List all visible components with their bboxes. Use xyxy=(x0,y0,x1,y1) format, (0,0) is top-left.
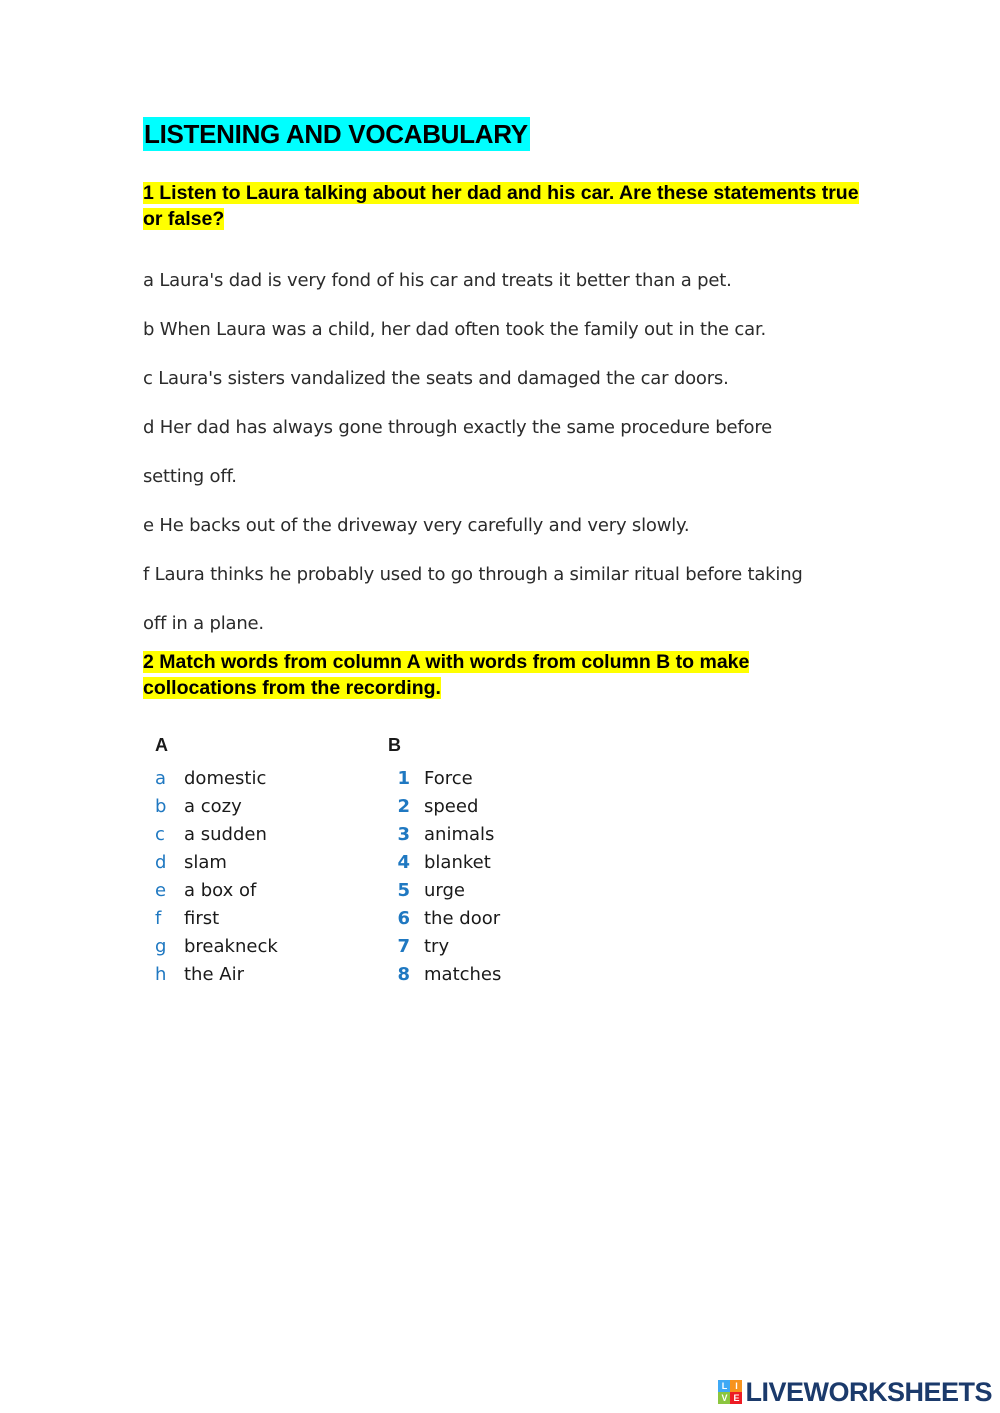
column-b-item xyxy=(388,821,501,849)
item-number: 1 xyxy=(397,768,410,789)
column-b-item xyxy=(388,933,501,961)
item-letter: a xyxy=(155,768,167,789)
statement-line: d Her dad has always gone through exactly the same procedure before xyxy=(143,417,772,438)
item-word: slam xyxy=(184,852,227,873)
statement-line: off in a plane. xyxy=(143,613,264,634)
column-a-item xyxy=(155,961,278,989)
exercise-2-instruction xyxy=(143,649,863,701)
column-a-item xyxy=(155,765,278,793)
item-word: try xyxy=(424,936,450,957)
column-b-item xyxy=(388,793,501,821)
item-word: breakneck xyxy=(184,936,278,957)
statement-line: b When Laura was a child, her dad often took the family out in the car. xyxy=(143,319,767,340)
logo-letter: E xyxy=(730,1392,742,1404)
statement-line: c Laura's sisters vandalized the seats and damaged the car doors. xyxy=(143,368,729,389)
item-word: the door xyxy=(424,908,501,929)
column-b-header: B xyxy=(388,735,401,755)
item-word: urge xyxy=(424,880,465,901)
item-letter: d xyxy=(155,852,167,873)
item-word: speed xyxy=(424,796,479,817)
item-number: 8 xyxy=(397,964,410,985)
logo-letter: V xyxy=(718,1392,730,1404)
statement-line: e He backs out of the driveway very carefully and very slowly. xyxy=(143,515,690,536)
liveworksheets-brand xyxy=(718,1377,992,1407)
column-a xyxy=(155,730,278,989)
item-word: blanket xyxy=(424,852,491,873)
exercise-1-instruction-text: 1 Listen to Laura talking about her dad and his car. Are these statements true or false? xyxy=(143,182,859,230)
item-number: 7 xyxy=(397,936,410,957)
statement-line: f Laura thinks he probably used to go through a similar ritual before taking xyxy=(143,564,803,585)
logo-letter: I xyxy=(730,1380,742,1392)
logo-letter: L xyxy=(718,1380,730,1392)
column-b-item xyxy=(388,877,501,905)
item-letter: g xyxy=(155,936,167,957)
liveworksheets-logo-icon xyxy=(718,1380,742,1404)
item-number: 6 xyxy=(397,908,410,929)
exercise-2-instruction-text: 2 Match words from column A with words from column B to make collocations from the recording. xyxy=(143,651,750,699)
item-letter: c xyxy=(155,824,165,845)
column-a-item xyxy=(155,793,278,821)
page-title: LISTENING AND VOCABULARY xyxy=(144,119,528,149)
column-a-item xyxy=(155,905,278,933)
item-number: 2 xyxy=(397,796,410,817)
column-a-header: A xyxy=(155,735,168,755)
brand-name: LIVEWORKSHEETS xyxy=(745,1377,992,1407)
item-word: animals xyxy=(424,824,495,845)
collocation-columns xyxy=(155,730,555,995)
item-word: a cozy xyxy=(184,796,242,817)
column-b-item xyxy=(388,849,501,877)
statement-line: a Laura's dad is very fond of his car and treats it better than a pet. xyxy=(143,270,732,291)
item-letter: e xyxy=(155,880,167,901)
item-word: first xyxy=(184,908,220,929)
item-word: matches xyxy=(424,964,502,985)
statement-list xyxy=(143,256,863,648)
column-b-item xyxy=(388,961,501,989)
item-word: a box of xyxy=(184,880,257,901)
item-word: domestic xyxy=(184,768,267,789)
column-b-item xyxy=(388,765,501,793)
item-number: 3 xyxy=(397,824,410,845)
column-a-item xyxy=(155,933,278,961)
item-word: a sudden xyxy=(184,824,267,845)
item-number: 5 xyxy=(397,880,410,901)
item-number: 4 xyxy=(397,852,410,873)
item-word: Force xyxy=(424,768,473,789)
column-a-item xyxy=(155,877,278,905)
statement-line: setting off. xyxy=(143,466,237,487)
item-letter: f xyxy=(155,908,162,929)
item-word: the Air xyxy=(184,964,244,985)
column-a-item xyxy=(155,849,278,877)
column-b-item xyxy=(388,905,501,933)
column-a-item xyxy=(155,821,278,849)
item-letter: b xyxy=(155,796,167,817)
item-letter: h xyxy=(155,964,167,985)
column-b xyxy=(388,730,501,989)
exercise-1-instruction xyxy=(143,180,863,232)
